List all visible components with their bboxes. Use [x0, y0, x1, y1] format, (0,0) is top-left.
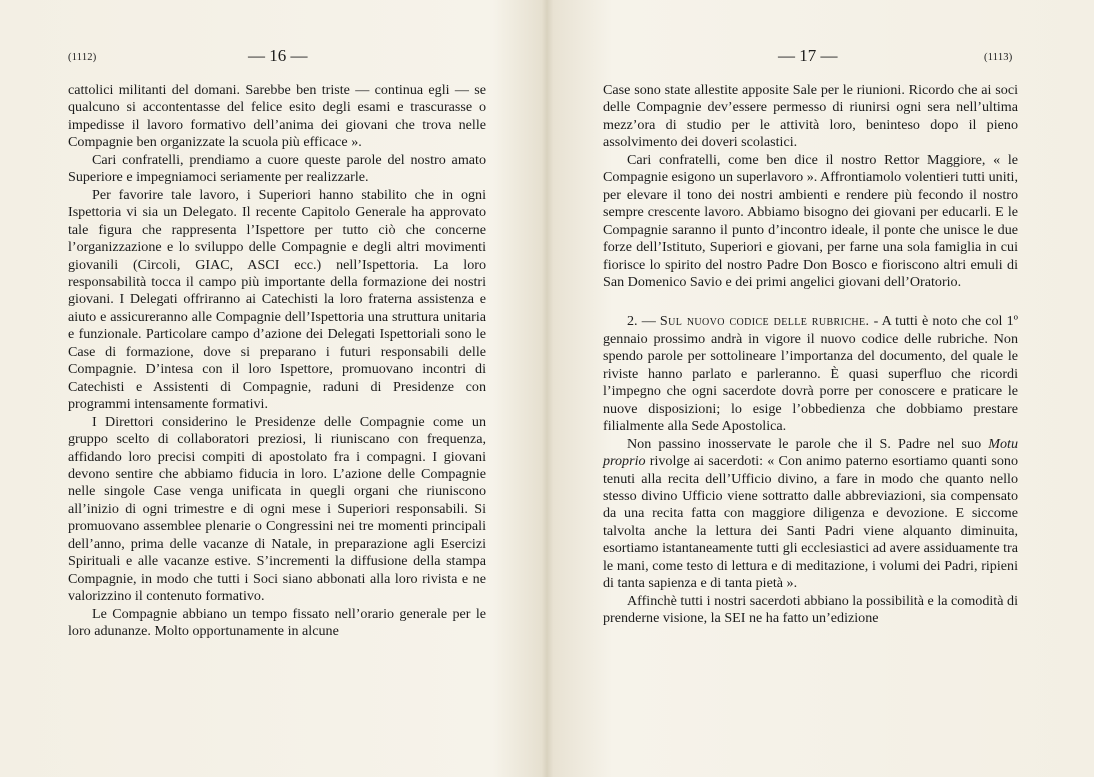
right-page-body — [603, 82, 1018, 628]
left-paragraph-4: I Direttori considerino le Presidenze delle Compagnie come un gruppo scelto di collaboratori preziosi, li riuniscano con frequenza, affidando loro precisi compiti di apostolato fra i compagni. I giovani devono sentire che abbiamo fiducia in loro. L’azione delle Compagnie nelle singole Case venga unificata in quegli organi che riuniscono all’inizio di ogni trimestre e di ogni mese i Superiori responsabili. Si promuovano assemblee plenarie o Congressini nei tre momenti principali dell’anno, prima delle vacanze di Natale, in preparazione agli Esercizi Spirituali e alle vacanze estive. S’incrementi la diffusione della stampa Compagnie, in modo che tutti i Soci siano abbonati alla loro rivista e ne valorizzino il contenuto formativo. — [68, 413, 486, 605]
right-paragraph-2: Cari confratelli, come ben dice il nostro Rettor Maggiore, « le Compagnie esigono un superlavoro ». Affrontiamolo volentieri tutti uniti, per elevare il tono dei nostri ambienti e rendere più fecondo il nostro sempre crescente lavoro. Abbiamo bisogno dei giovani per educarli. E le Compagnie saranno il punto d’incontro ideale, il ponte che unisce le due forze dell’Istituto, Superiori e giovani, per farne una sola famiglia in cui fiorisce lo spirito del nostro Padre Don Bosco e fioriscono altri emuli di San Domenico Savio e dei primi angelici giovani dell’Oratorio. — [603, 151, 1018, 290]
motu-proprio-title: Motu proprio — [603, 435, 1018, 470]
left-page-header — [0, 44, 546, 68]
left-page-number: — 16 — — [248, 46, 308, 65]
left-paragraph-3: Per favorire tale lavoro, i Superiori hanno stabilito che in ogni Ispettoria vi sia un Delegato. Il recente Capitolo Generale ha approvato tale figura che rappresenta l’Ispettore per tutto ciò che concerne l’organizzazione e lo sviluppo delle Compagnie e degli altri movimenti giovanili (Circoli, GIAC, ASCI ecc.) nell’Ispettoria. La loro responsabilità tocca il campo più importante della formazione dei nostri giovani. I Delegati offriranno ai Catechisti la loro fraterna assistenza e aiuto e assicureranno alle Compagnie dell’Ispettoria una struttura unitaria e funzionale. Particolare campo d’azione dei Delegati Ispettoriali sono le Case di formazione, dove si preparano i futuri responsabili delle Compagnie. D’intesa con il loro Ispettore, promuovano incontri di Catechisti e Assistenti di Compagnie, raduni di Presidenze con programmi intensamente formativi. — [68, 186, 486, 413]
left-paragraph-1: cattolici militanti del domani. Sarebbe ben triste — continua egli — se qualcuno si accontentasse del felice esito degli esami e trascurasse o impedisse il lavoro formativo dell’anima dei giovani che trova nelle Compagnie ben organizzate la scuola più efficace ». — [68, 82, 486, 151]
section-number: 2. — — [627, 313, 656, 330]
motu-after: rivolge ai sacerdoti: « Con animo paterno esortiamo quanti sono tenuti alla recita dell’Ufficio divino, a fare in modo che quanto nello stesso divino Ufficio viene sottratto dalle abbreviazioni, sia compensato da una recita fatta con maggiore diligenza e devozione. E siccome talvolta anche la lettura dei Santi Padri viene alquanto diminuita, esortiamo istantaneamente tutti gli ecclesiastici ad avere assiduamente tra le mani, come testo di lettura e di meditazione, i volumi dei Padri, ripieni di tanta sapienza e di tanta pietà ». — [603, 453, 1018, 592]
right-page-header — [548, 44, 1094, 68]
right-header-number: (1113) — [984, 52, 1013, 63]
right-last-paragraph: Affinchè tutti i nostri sacerdoti abbiano la possibilità e la comodità di prenderne visione, la SEI ne ha fatto un’edizione — [603, 592, 1018, 627]
left-paragraph-2: Cari confratelli, prendiamo a cuore queste parole del nostro amato Superiore e impegniamoci seriamente per realizzarle. — [68, 151, 486, 186]
left-header-number: (1112) — [68, 52, 97, 63]
left-page — [0, 0, 546, 777]
right-paragraph-1: Case sono state allestite apposite Sale per le riunioni. Ricordo che ai soci delle Compagnie dev’essere permesso di riunirsi ogni sera nell’ultima mezz’ora di studio per le attività loro, beninteso dopo il pieno assolvimento dei doveri scolastici. — [603, 82, 1018, 151]
right-page-number: — 17 — — [778, 46, 838, 65]
section-text: - A tutti è noto che col 1º gennaio prossimo andrà in vigore il nuovo codice delle rubriche. Non spendo parole per sottolineare l’importanza del documento, del quale le riviste hanno parlato e parleranno. È quasi superfluo che ricordi l’impegno che ogni sacerdote dovrà porre per conoscere e praticare le nuove disposizioni; lo esige l’obbedienza che dobbiamo prestare filialmente alla Sede Apostolica. — [603, 313, 1018, 435]
right-page — [548, 0, 1094, 777]
left-page-body — [68, 82, 486, 641]
left-paragraph-5: Le Compagnie abbiano un tempo fissato nell’orario generale per le loro adunanze. Molto opportunamente in alcune — [68, 605, 486, 640]
section-2-paragraph — [603, 313, 1018, 435]
section-title: Sul nuovo codice delle rubriche. — [659, 313, 870, 330]
motu-proprio-paragraph — [603, 436, 1018, 593]
motu-before: Non passino inosservate le parole che il S. Padre nel suo — [627, 435, 982, 452]
